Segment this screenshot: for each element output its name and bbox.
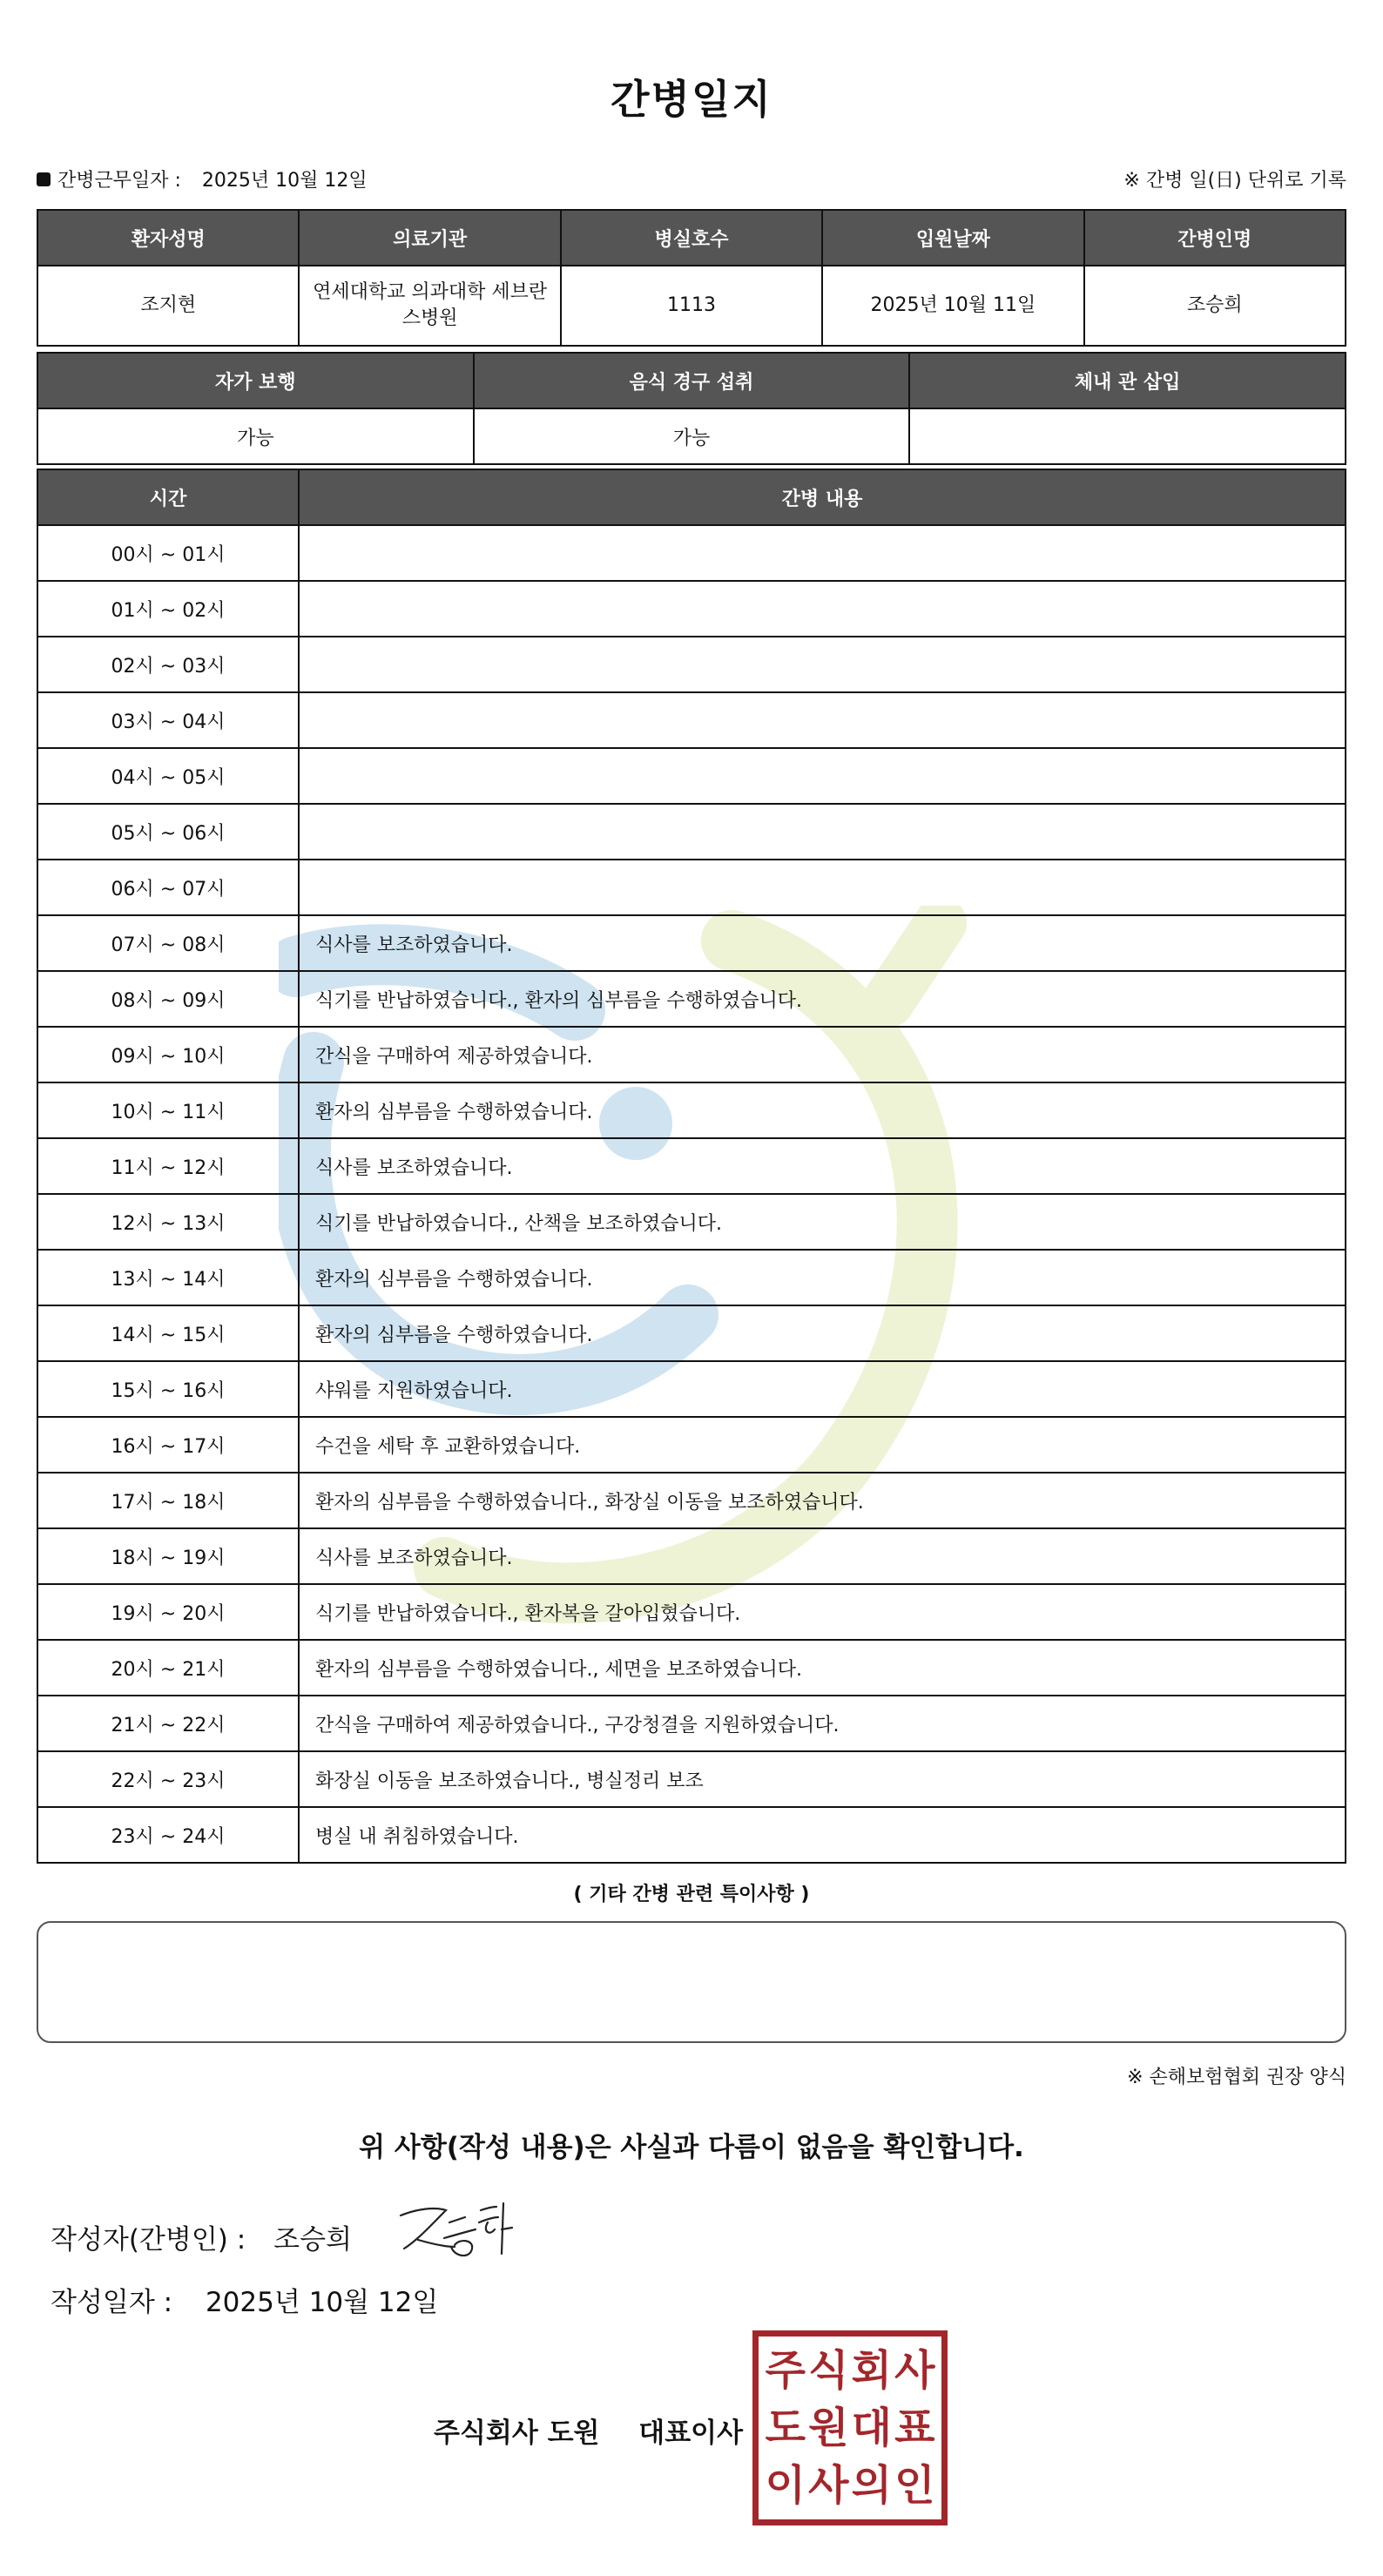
confirmation-statement: 위 사항(작성 내용)은 사실과 다름이 없음을 확인합니다. (359, 2132, 1024, 2163)
form-note: ※ 손해보험협회 권장 양식 (1127, 2067, 1346, 2088)
header-room-number: 병실호수 (561, 210, 822, 266)
table-row (37, 1138, 1346, 1194)
care-content: 환자의 심부름을 수행하였습니다. (299, 1250, 1346, 1305)
writer-name: 조승희 (273, 2224, 353, 2256)
table-row (37, 1361, 1346, 1417)
caregiver-name: 조승희 (1084, 266, 1346, 346)
table-row (37, 1250, 1346, 1305)
care-content: 식사를 보조하였습니다. (299, 915, 1346, 971)
table-row (37, 1807, 1346, 1863)
table-row (37, 1027, 1346, 1082)
header-oral-intake: 음식 경구 섭취 (474, 353, 910, 408)
care-content: 간식을 구매하여 제공하였습니다., 구강청결을 지원하였습니다. (299, 1696, 1346, 1751)
seal-character: 식 (808, 2346, 849, 2395)
care-content (299, 748, 1346, 804)
work-date-group (37, 165, 368, 192)
bullet-square-icon (37, 172, 51, 186)
time-slot: 03시 ~ 04시 (37, 692, 299, 748)
table-row (37, 1751, 1346, 1807)
time-slot: 14시 ~ 15시 (37, 1305, 299, 1361)
time-slot: 19시 ~ 20시 (37, 1584, 299, 1640)
time-slot: 17시 ~ 18시 (37, 1473, 299, 1528)
patient-status-table (37, 352, 1346, 465)
care-content: 수건을 세탁 후 교환하였습니다. (299, 1417, 1346, 1473)
time-slot: 02시 ~ 03시 (37, 637, 299, 692)
care-content: 화장실 이동을 보조하였습니다., 병실정리 보조 (299, 1751, 1346, 1807)
table-row (37, 1584, 1346, 1640)
header-caregiver-name: 간병인명 (1084, 210, 1346, 266)
patient-name: 조지현 (37, 266, 299, 346)
header-hospital: 의료기관 (299, 210, 560, 266)
time-slot: 21시 ~ 22시 (37, 1696, 299, 1751)
write-date-line (51, 2280, 438, 2319)
tube-insertion-value (909, 408, 1346, 464)
header-care-content: 간병 내용 (299, 469, 1346, 525)
care-content (299, 692, 1346, 748)
table-row (37, 748, 1346, 804)
care-content: 식기를 반납하였습니다., 환자의 심부름을 수행하였습니다. (299, 971, 1346, 1027)
time-slot: 09시 ~ 10시 (37, 1027, 299, 1082)
header-self-walking: 자가 보행 (37, 353, 474, 408)
time-slot: 22시 ~ 23시 (37, 1751, 299, 1807)
time-slot: 13시 ~ 14시 (37, 1250, 299, 1305)
seal-character: 인 (894, 2461, 935, 2510)
meta-row (37, 165, 1346, 195)
write-date-label: 작성일자 : (51, 2287, 173, 2318)
table-row (37, 692, 1346, 748)
seal-character: 의 (851, 2461, 892, 2510)
table-row (37, 637, 1346, 692)
table-row (37, 1417, 1346, 1473)
company-seal-stamp (752, 2330, 948, 2525)
time-slot: 15시 ~ 16시 (37, 1361, 299, 1417)
time-slot: 10시 ~ 11시 (37, 1082, 299, 1138)
seal-character: 표 (894, 2404, 935, 2452)
table-row (37, 1305, 1346, 1361)
seal-character: 사 (808, 2461, 849, 2510)
care-content: 식사를 보조하였습니다. (299, 1528, 1346, 1584)
seal-character: 이 (765, 2461, 806, 2510)
header-tube-insertion: 체내 관 삽입 (909, 353, 1346, 408)
table-row (37, 1194, 1346, 1250)
time-slot: 11시 ~ 12시 (37, 1138, 299, 1194)
time-slot: 06시 ~ 07시 (37, 860, 299, 915)
seal-character: 사 (894, 2346, 935, 2395)
work-date-label: 간병근무일자 : (57, 170, 181, 192)
time-slot: 01시 ~ 02시 (37, 581, 299, 637)
time-slot: 04시 ~ 05시 (37, 748, 299, 804)
table-row (37, 860, 1346, 915)
company-name: 주식회사 도원 (434, 2418, 600, 2449)
time-slot: 20시 ~ 21시 (37, 1640, 299, 1696)
table-row (37, 915, 1346, 971)
care-content (299, 581, 1346, 637)
table-row (37, 581, 1346, 637)
care-content: 간식을 구매하여 제공하였습니다. (299, 1027, 1346, 1082)
time-slot: 05시 ~ 06시 (37, 804, 299, 860)
work-date-value: 2025년 10월 12일 (201, 170, 368, 192)
unit-note: ※ 간병 일(日) 단위로 기록 (1123, 170, 1346, 192)
notes-box (37, 1921, 1346, 2043)
patient-info-table (37, 209, 1346, 347)
table-row (37, 1082, 1346, 1138)
table-row (37, 804, 1346, 860)
write-date-value: 2025년 10월 12일 (205, 2287, 439, 2318)
writer-label: 작성자(간병인) : (51, 2224, 246, 2256)
oral-intake-value: 가능 (474, 408, 910, 464)
care-content: 병실 내 취침하였습니다. (299, 1807, 1346, 1863)
care-content: 샤워를 지원하였습니다. (299, 1361, 1346, 1417)
seal-characters (764, 2342, 936, 2514)
time-slot: 07시 ~ 08시 (37, 915, 299, 971)
writer-line (51, 2217, 352, 2256)
header-time: 시간 (37, 469, 299, 525)
header-admission-date: 입원날짜 (822, 210, 1083, 266)
care-content (299, 637, 1346, 692)
seal-character: 원 (808, 2404, 849, 2452)
care-content (299, 860, 1346, 915)
company-representative-title: 대표이사 (638, 2418, 744, 2449)
time-slot: 23시 ~ 24시 (37, 1807, 299, 1863)
company-line (434, 2411, 743, 2450)
admission-date: 2025년 10월 11일 (822, 266, 1083, 346)
header-patient-name: 환자성명 (37, 210, 299, 266)
care-content (299, 525, 1346, 581)
table-row (37, 1528, 1346, 1584)
care-content: 환자의 심부름을 수행하였습니다., 세면을 보조하였습니다. (299, 1640, 1346, 1696)
time-slot: 12시 ~ 13시 (37, 1194, 299, 1250)
seal-character: 주 (765, 2346, 806, 2395)
page-title: 간병일지 (611, 76, 772, 123)
handwritten-signature (392, 2196, 523, 2266)
table-row (37, 525, 1346, 581)
time-slot: 18시 ~ 19시 (37, 1528, 299, 1584)
seal-character: 대 (851, 2404, 892, 2452)
hospital-name: 연세대학교 의과대학 세브란스병원 (299, 266, 560, 346)
time-slot: 08시 ~ 09시 (37, 971, 299, 1027)
room-number: 1113 (561, 266, 822, 346)
care-schedule-table (37, 469, 1346, 1864)
care-content: 식기를 반납하였습니다., 환자복을 갈아입혔습니다. (299, 1584, 1346, 1640)
care-content (299, 804, 1346, 860)
seal-character: 회 (851, 2346, 892, 2395)
care-content: 환자의 심부름을 수행하였습니다. (299, 1305, 1346, 1361)
time-slot: 00시 ~ 01시 (37, 525, 299, 581)
time-slot: 16시 ~ 17시 (37, 1417, 299, 1473)
care-content: 환자의 심부름을 수행하였습니다., 화장실 이동을 보조하였습니다. (299, 1473, 1346, 1528)
table-row (37, 1473, 1346, 1528)
care-content: 환자의 심부름을 수행하였습니다. (299, 1082, 1346, 1138)
table-row (37, 1696, 1346, 1751)
notes-title: ( 기타 간병 관련 특이사항 ) (573, 1884, 810, 1905)
care-content: 식사를 보조하였습니다. (299, 1138, 1346, 1194)
self-walking-value: 가능 (37, 408, 474, 464)
care-content: 식기를 반납하였습니다., 산책을 보조하였습니다. (299, 1194, 1346, 1250)
seal-character: 도 (765, 2404, 806, 2452)
table-row (37, 971, 1346, 1027)
table-row (37, 1640, 1346, 1696)
